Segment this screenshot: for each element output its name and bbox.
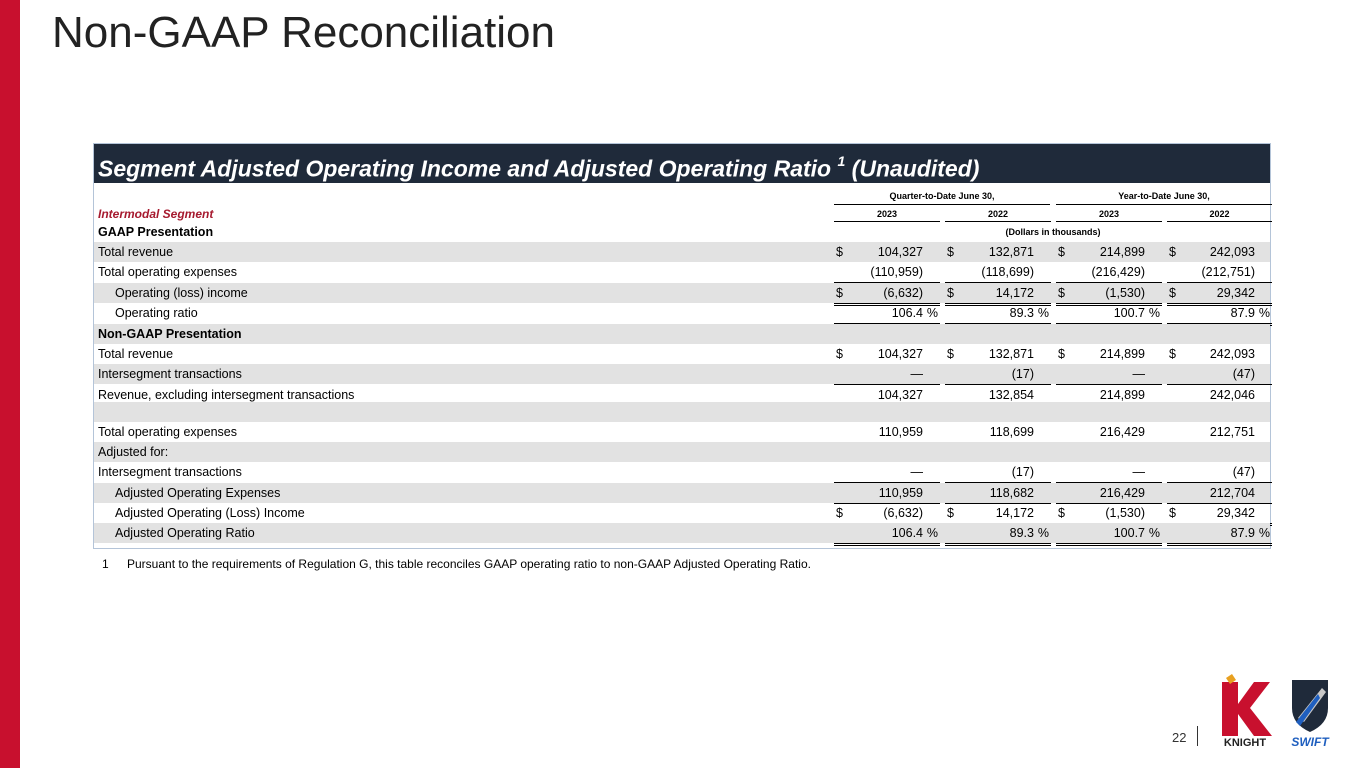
cell-value: 216,429 <box>1099 425 1145 439</box>
banner-suffix: (Unaudited) <box>851 155 980 182</box>
dollar-sign: $ <box>836 347 843 361</box>
table-row <box>94 422 1270 442</box>
dollar-sign: $ <box>1169 506 1176 520</box>
cell-value: — <box>910 465 923 479</box>
value-cell <box>945 242 1051 262</box>
dollar-sign: $ <box>1058 286 1065 300</box>
left-accent-bar <box>0 0 20 768</box>
cell-value: 212,751 <box>1209 425 1255 439</box>
banner-title: Segment Adjusted Operating Income and Adjusted Operating Ratio <box>98 155 832 182</box>
value-cell <box>945 303 1051 326</box>
cell-value: 214,899 <box>1099 245 1145 259</box>
cell-value: 242,046 <box>1209 388 1255 402</box>
table-row <box>94 283 1270 303</box>
page-number: 22 <box>1172 730 1187 745</box>
cell-value: (110,959) <box>870 265 923 279</box>
percent-sign: % <box>1148 526 1160 540</box>
cell-value: 87.9 <box>1230 526 1255 540</box>
group-header-qtd: Quarter-to-Date June 30, <box>889 191 995 201</box>
banner-footnote-marker: 1 <box>837 153 846 169</box>
cell-value: 14,172 <box>995 506 1034 520</box>
table-row <box>94 303 1270 323</box>
row-label: Adjusted Operating Ratio <box>115 526 255 540</box>
group-header-ytd-rule <box>1056 204 1272 205</box>
dollar-sign: $ <box>1169 286 1176 300</box>
value-cell <box>1056 262 1162 283</box>
value-cell <box>1167 422 1272 442</box>
row-label: Intersegment transactions <box>98 367 242 381</box>
cell-value: 89.3 <box>1009 526 1034 540</box>
table-row <box>94 523 1270 543</box>
dollar-sign: $ <box>836 286 843 300</box>
year-header: 2023 <box>1098 209 1120 219</box>
cell-value: (6,632) <box>883 506 923 520</box>
dollar-sign: $ <box>947 506 954 520</box>
dollar-sign: $ <box>836 506 843 520</box>
swift-logo <box>1282 674 1338 748</box>
cell-value: 100.7 <box>1113 526 1145 540</box>
value-cell <box>834 344 940 364</box>
table-banner <box>94 144 1270 183</box>
value-cell <box>834 483 940 504</box>
table-row <box>94 402 1270 422</box>
row-label: Total operating expenses <box>98 425 237 439</box>
value-cell <box>1167 523 1272 546</box>
value-cell <box>834 242 940 262</box>
value-cell <box>834 422 940 442</box>
value-cell <box>945 262 1051 283</box>
cell-value: 212,704 <box>1209 486 1255 500</box>
dollar-sign: $ <box>947 245 954 259</box>
cell-value: (47) <box>1232 367 1255 381</box>
dollar-sign: $ <box>1058 506 1065 520</box>
value-cell <box>945 364 1051 385</box>
knight-logo-text: KNIGHT <box>1223 737 1267 748</box>
value-cell <box>1056 483 1162 504</box>
value-cell <box>1056 422 1162 442</box>
value-cell <box>1167 462 1272 483</box>
cell-value: (17) <box>1011 465 1034 479</box>
cell-value: (216,429) <box>1091 265 1145 279</box>
table-row <box>94 503 1270 523</box>
row-label: Adjusted for: <box>98 445 169 459</box>
percent-sign: % <box>926 306 938 320</box>
dollar-sign: $ <box>947 347 954 361</box>
cell-value: 214,899 <box>1099 347 1145 361</box>
value-cell <box>1167 262 1272 283</box>
cell-value: 242,093 <box>1209 347 1255 361</box>
value-cell <box>1167 303 1272 326</box>
cell-value: 100.7 <box>1113 306 1145 320</box>
row-label: Intersegment transactions <box>98 465 242 479</box>
dollar-sign: $ <box>836 245 843 259</box>
group-header-ytd: Year-to-Date June 30, <box>1118 191 1210 201</box>
dollar-sign: $ <box>1058 347 1065 361</box>
cell-value: 242,093 <box>1209 245 1255 259</box>
value-cell <box>945 422 1051 442</box>
value-cell <box>1167 364 1272 385</box>
cell-value: 87.9 <box>1230 306 1255 320</box>
cell-value: (6,632) <box>883 286 923 300</box>
cell-value: (1,530) <box>1105 286 1145 300</box>
value-cell <box>834 303 940 326</box>
row-label: Operating (loss) income <box>115 286 248 300</box>
value-cell <box>1167 483 1272 504</box>
value-cell <box>1056 523 1162 546</box>
cell-value: 132,871 <box>988 347 1034 361</box>
cell-value: 106.4 <box>891 526 923 540</box>
table-row <box>94 222 1270 242</box>
cell-value: — <box>1132 367 1145 381</box>
cell-value: — <box>1132 465 1145 479</box>
percent-sign: % <box>926 526 938 540</box>
value-cell <box>1056 364 1162 385</box>
value-cell <box>1056 462 1162 483</box>
row-label: Total operating expenses <box>98 265 237 279</box>
table-row <box>94 242 1270 262</box>
footnote <box>102 557 811 571</box>
dollar-sign: $ <box>1169 347 1176 361</box>
percent-sign: % <box>1148 306 1160 320</box>
reconciliation-table <box>93 143 1271 549</box>
value-cell <box>1056 242 1162 262</box>
cell-value: 132,854 <box>988 388 1034 402</box>
cell-value: — <box>910 367 923 381</box>
cell-value: 29,342 <box>1216 286 1255 300</box>
row-label: Total revenue <box>98 347 174 361</box>
group-header-qtd-rule <box>834 204 1050 205</box>
knight-logo <box>1212 674 1278 748</box>
footnote-text: Pursuant to the requirements of Regulation G, this table reconciles GAAP operating ratio to non-GAAP Adjusted Operating Ratio. <box>127 557 811 571</box>
cell-value: 104,327 <box>877 388 923 402</box>
table-row <box>94 262 1270 282</box>
value-cell <box>945 483 1051 504</box>
cell-value: 118,682 <box>989 486 1034 500</box>
cell-value: (47) <box>1232 465 1255 479</box>
cell-value: (212,751) <box>1201 265 1255 279</box>
dollar-sign: $ <box>1169 245 1176 259</box>
percent-sign: % <box>1037 306 1049 320</box>
value-cell <box>1056 344 1162 364</box>
cell-value: 104,327 <box>877 347 923 361</box>
row-label: Non-GAAP Presentation <box>98 327 242 341</box>
cell-value: (17) <box>1011 367 1034 381</box>
row-label: Total revenue <box>98 245 174 259</box>
percent-sign: % <box>1037 526 1049 540</box>
percent-sign: % <box>1258 306 1270 320</box>
table-row <box>94 483 1270 503</box>
value-cell <box>1167 242 1272 262</box>
row-label: Adjusted Operating Expenses <box>115 486 281 500</box>
cell-value: 14,172 <box>995 286 1034 300</box>
dollar-sign: $ <box>947 286 954 300</box>
table-row <box>94 462 1270 482</box>
segment-label: Intermodal Segment <box>98 207 214 221</box>
cell-value: 216,429 <box>1099 486 1145 500</box>
row-label: GAAP Presentation <box>98 225 214 239</box>
cell-value: (1,530) <box>1105 506 1145 520</box>
cell-value: 89.3 <box>1009 306 1034 320</box>
footnote-number: 1 <box>102 557 109 571</box>
year-header: 2022 <box>1209 209 1230 219</box>
table-row <box>94 442 1270 462</box>
row-label: Revenue, excluding intersegment transactions <box>98 388 355 402</box>
cell-value: 110,959 <box>878 425 923 439</box>
value-cell <box>1056 303 1162 326</box>
row-label: Operating ratio <box>115 306 198 320</box>
value-cell <box>945 344 1051 364</box>
swift-logo-text: SWIFT <box>1291 735 1329 748</box>
table-row <box>94 324 1270 344</box>
percent-sign: % <box>1258 526 1270 540</box>
cell-value: 104,327 <box>877 245 923 259</box>
year-header: 2023 <box>876 209 898 219</box>
value-cell <box>834 262 940 283</box>
cell-value: 132,871 <box>988 245 1034 259</box>
page-number-divider <box>1197 726 1198 746</box>
value-cell <box>834 523 940 546</box>
dollar-sign: $ <box>1058 245 1065 259</box>
value-cell <box>834 364 940 385</box>
cell-value: 110,959 <box>878 486 923 500</box>
value-cell <box>945 462 1051 483</box>
value-cell <box>1167 344 1272 364</box>
cell-value: 106.4 <box>891 306 923 320</box>
cell-value: (118,699) <box>981 265 1034 279</box>
row-label: Adjusted Operating (Loss) Income <box>115 506 305 520</box>
value-cell <box>945 523 1051 546</box>
year-header: 2022 <box>987 209 1009 219</box>
table-row <box>94 364 1270 384</box>
value-cell <box>834 462 940 483</box>
table-row <box>94 344 1270 364</box>
cell-value: 29,342 <box>1216 506 1255 520</box>
cell-value: 214,899 <box>1099 388 1145 402</box>
units-note: (Dollars in thousands) <box>1005 227 1101 237</box>
cell-value: 118,699 <box>989 425 1034 439</box>
page-title: Non-GAAP Reconciliation <box>52 8 555 57</box>
